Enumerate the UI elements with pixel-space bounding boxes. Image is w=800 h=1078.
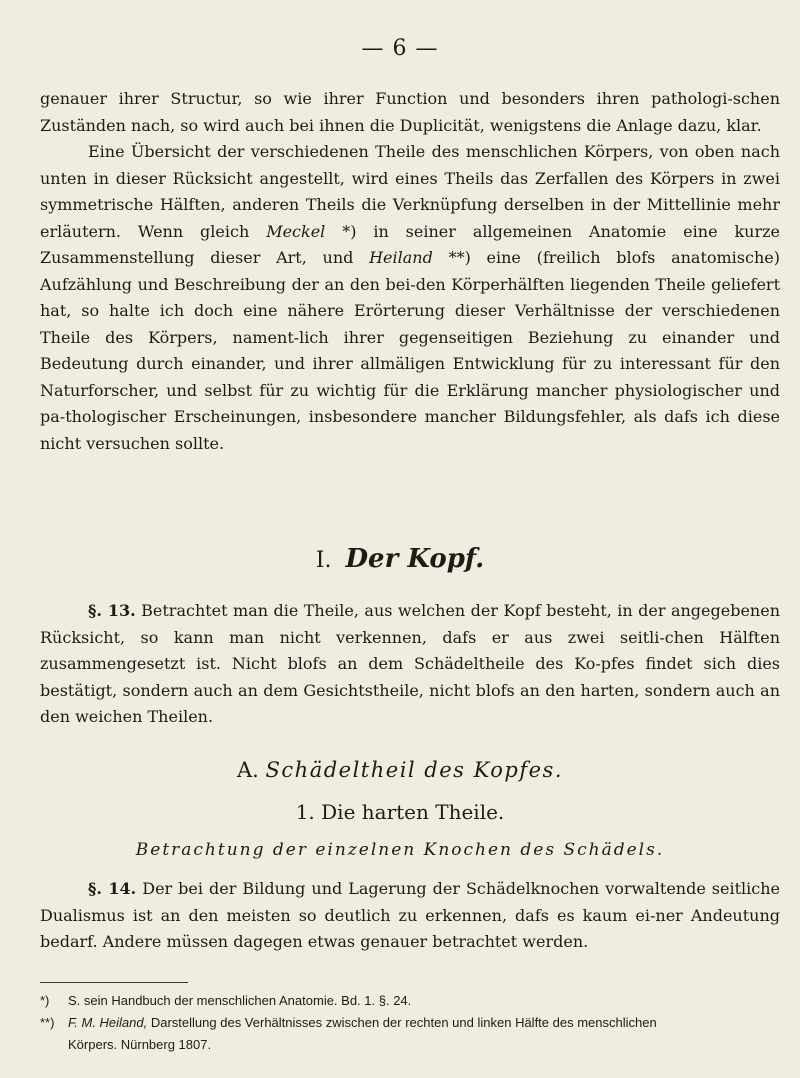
- paragraph-14: [40, 876, 780, 956]
- footnote-divider: [40, 982, 188, 983]
- footnote-2-text: Darstellung des Verhältnisses zwischen der rechten und linken Hälfte des menschlichen: [147, 1015, 657, 1030]
- subheading-knochen: Betrachtung der einzelnen Knochen des Schädels.: [135, 840, 665, 860]
- author-meckel: Meckel: [266, 221, 326, 241]
- intro-text: [40, 86, 780, 457]
- section-i-number: I.: [315, 548, 332, 573]
- paragraph-14-text: Der bei der Bildung und Lagerung der Schädelknochen vorwaltende seitliche Dualismus ist an den meisten so deutlich zu erkennen, dafs es kaum ei-ner Andeutung bedarf. Andere müssen dagegen etwas genauer betrachtet werden.: [40, 879, 780, 951]
- paragraph-13-block: [40, 598, 780, 731]
- page-number: — 6 —: [361, 36, 439, 61]
- paragraph-13: [40, 598, 780, 731]
- intro-p2-part-c: **) eine (freilich blofs anatomische) Aufzählung und Beschreibung der an den bei-den Körperhälften liegenden Theile geliefert hat, so halte ich doch eine nähere Erörterung dieser Verhältnisse der verschiedenen Theile des Körpers, nament-lich ihrer gegenseitigen Beziehung zu einander und Bedeutung durch einander, und ihrer allmäligen Entwicklung für zu interessant für den Naturforscher, und selbst für zu wichtig für die Erklärung mancher physiologischer und pa-thologischer Erscheinungen, insbesondere mancher Bildungsfehler, als dafs ich diese nicht versuchen sollte.: [40, 248, 780, 453]
- intro-p2-part-b: *) in seiner allgemeinen Anatomie eine kurze Zusammenstellung dieser Art, und: [40, 221, 780, 267]
- section-a-title: Schädeltheil des Kopfes.: [265, 758, 563, 782]
- paragraph-14-block: [40, 876, 780, 956]
- footnote-2-continuation: Körpers. Nürnberg 1807.: [68, 1037, 212, 1052]
- intro-paragraph-2: [40, 139, 780, 457]
- paragraph-13-number: §. 13.: [88, 601, 136, 620]
- section-i-title: Der Kopf.: [345, 544, 485, 574]
- footnotes: [40, 990, 780, 1056]
- paragraph-14-number: §. 14.: [88, 879, 137, 898]
- footnote-2: [40, 1012, 780, 1034]
- section-heading-i: [0, 544, 800, 574]
- section-heading-a: [0, 758, 800, 782]
- footnote-1-text: S. sein Handbuch der menschlichen Anatomie. Bd. 1. §. 24.: [68, 993, 412, 1008]
- footnote-2-author: F. M. Heiland,: [68, 1015, 148, 1030]
- footnote-2-mark: **): [40, 1015, 55, 1030]
- section-heading-1: 1. Die harten Theile.: [295, 800, 505, 824]
- intro-paragraph-1: genauer ihrer Structur, so wie ihrer Function und besonders ihren pathologi-schen Zuständen nach, so wird auch bei ihnen die Duplicität, wenigstens die Anlage dazu, klar.: [40, 89, 780, 135]
- author-heiland: Heiland: [369, 248, 433, 267]
- paragraph-13-text: Betrachtet man die Theile, aus welchen der Kopf besteht, in der angegebenen Rücksicht, so kann man nicht verkennen, dafs er aus zwei seitli-chen Hälften zusammengesetzt ist. Nicht blofs an dem Schädeltheile des Ko-pfes findet sich dies bestätigt, sondern auch an dem Gesichtstheile, nicht blofs an den harten, sondern auch an den weichen Theilen.: [40, 601, 781, 726]
- section-a-number: A.: [237, 758, 259, 782]
- footnote-1: [40, 990, 780, 1012]
- footnote-1-mark: *): [40, 993, 50, 1008]
- intro-p2-part-a: Eine Übersicht der verschiedenen Theile des menschlichen Körpers, von oben nach unten in dieser Rücksicht angestellt, wird eines Theils das Zerfallen des Körpers in zwei symmetrische Hälften, anderen Theils die Verknüpfung derselben in der Mittellinie mehr erläutern. Wenn gleich: [40, 142, 780, 241]
